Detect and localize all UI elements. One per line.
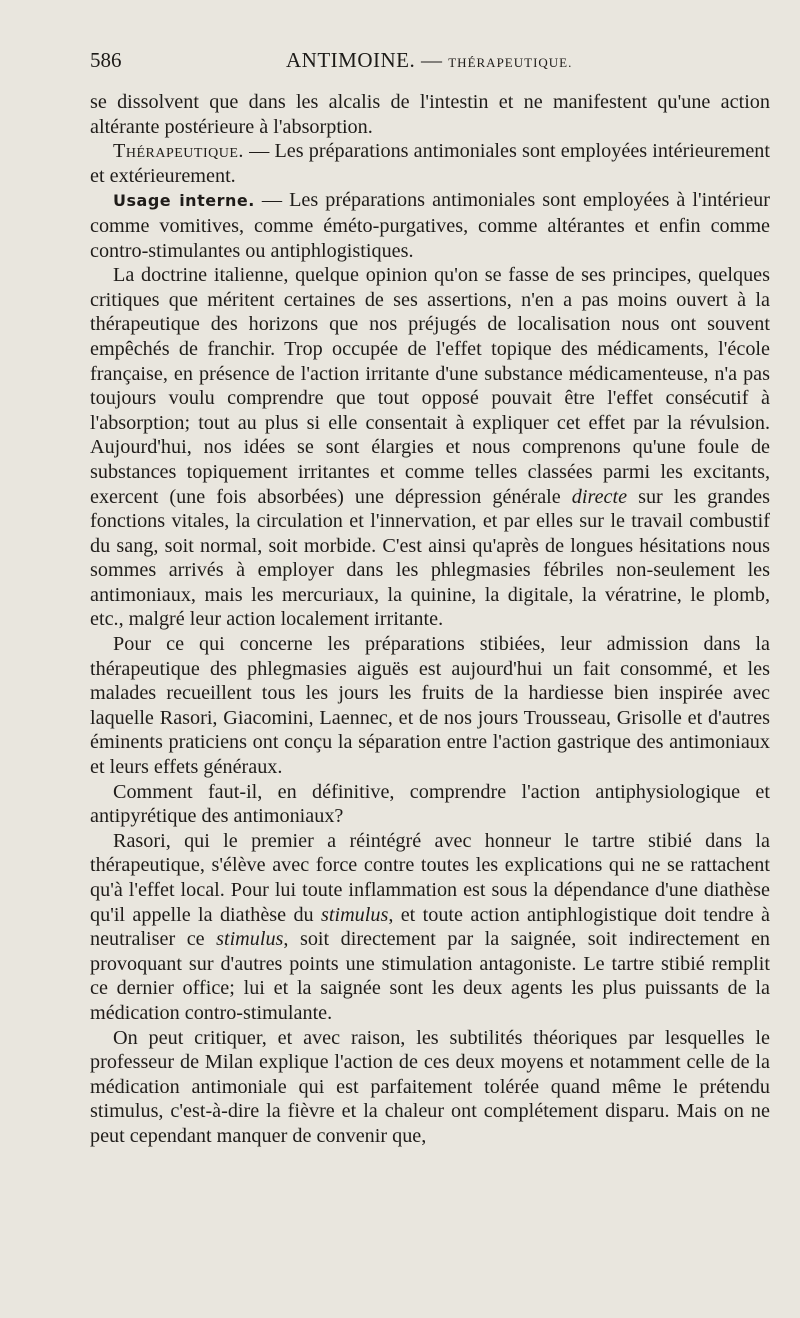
page-header — [90, 48, 770, 78]
paragraph-therapeutique — [90, 139, 770, 188]
paragraph-2-text: — Les préparations antimoniales sont employées intérieurement et extérieurement. — [90, 140, 770, 187]
paragraph-6: Comment faut-il, en définitive, comprendre l'action antiphysiologique et antipyrétique des antimoniaux? — [90, 780, 770, 828]
paragraph-7-part-c: , soit directement par la saignée, soit indirectement en provoquant sur d'autres points une stimulation antagoniste. Le tartre stibié remplit ce dernier office; lui et la saignée sont les deux agents les plus puissants de la médication contro-stimulante. — [90, 928, 770, 1024]
page-number: 586 — [90, 48, 122, 72]
paragraph-usage-interne — [90, 188, 770, 263]
running-head-title: ANTIMOINE. — [286, 48, 416, 72]
emphasis-stimulus-2: stimulus — [216, 928, 284, 951]
emphasis-directe: directe — [571, 485, 628, 508]
running-head-separator: — — [415, 48, 449, 72]
paragraph-4-part-a: La doctrine italienne, quelque opinion qu'on se fasse de ses principes, quelques critiques que méritent certaines de ses assertions, n'en a pas moins ouvert à la thérapeutique des horizons que nos préjugés de localisation nous ont souvent empêchés de franchir. Trop occupée de l'effet topique des médicaments, l'école française, en présence de l'action irritante d'une substance médicamenteuse, n'a pas toujours voulu comprendre que tout opposé pouvait être l'effet consécutif à l'absorption; tout au plus si elle consentait à expliquer cet effet par la révulsion. Aujourd'hui, nos idées se sont élargies et nous comprenons qu'une foule de substances topiquement irritantes et comme telles classées parmi les excitants, exercent (une fois absorbées) une dépression générale — [90, 264, 770, 508]
running-head-subtitle: THÉRAPEUTIQUE. — [448, 55, 573, 70]
paragraph-5: Pour ce qui concerne les préparations stibiées, leur admission dans la thérapeutique des phlegmasies aiguës est aujourd'hui un fait consommé, et les malades recueillent tous les jours les fruits de la hardiesse bien inspirée avec laquelle Rasori, Giacomini, Laennec, et de nos jours Trousseau, Grisolle et d'autres éminents praticiens ont conçu la séparation entre l'action gastrique des antimoniaux et leurs effets généraux. — [90, 633, 770, 779]
paragraph-7-part-b: , et toute action antiphlogistique doit tendre à neutraliser ce — [90, 903, 770, 951]
paragraph-8: On peut critiquer, et avec raison, les subtilités théoriques par lesquelles le professeur de Milan explique l'action de ces deux moyens et notamment celle de la médication antimoniale qui est parfaitement tolérée quand même le prétendu stimulus, c'est-à-dire la fièvre et la chaleur ont complétement disparu. Mais on ne peut cependant manquer de convenir que, — [90, 1026, 770, 1147]
running-head — [286, 48, 572, 73]
body-text — [90, 90, 770, 1149]
paragraph-4 — [90, 263, 770, 632]
section-label-usage-interne: Usage interne. — [113, 191, 255, 211]
emphasis-stimulus-1: stimulus — [321, 903, 389, 926]
paragraph-7-part-a: Rasori, qui le premier a réintégré avec honneur le tartre stibié dans la thérapeutique, s'élève avec force contre toutes les explications qui ne se rattachent qu'à l'effet local. Pour lui toute inflammation est sous la dépendance d'une diathèse qu'il appelle la diathèse du — [90, 829, 770, 926]
paragraph-1: se dissolvent que dans les alcalis de l'intestin et ne manifestent qu'une action altérante postérieure à l'absorption. — [90, 91, 770, 138]
section-label-therapeutique: Thérapeutique. — [113, 140, 244, 163]
paragraph-4-part-b: sur les grandes fonctions vitales, la circulation et l'innervation, et par elles sur le travail combustif du sang, soit normal, soit morbide. C'est ainsi qu'après de longues hésitations nous sommes arrivés à employer dans les phlegmasies fébriles non-seulement les antimoniaux, mais les mercuriaux, la quinine, la digitale, la vératrine, le plomb, etc., malgré leur action localement irritante. — [90, 485, 770, 631]
paragraph-7 — [90, 829, 770, 1026]
paragraph-3-text: — Les préparations antimoniales sont employées à l'intérieur comme vomitives, comme éméto-purgatives, comme altérantes et enfin comme contro-stimulantes ou antiphlogistiques. — [90, 189, 770, 262]
